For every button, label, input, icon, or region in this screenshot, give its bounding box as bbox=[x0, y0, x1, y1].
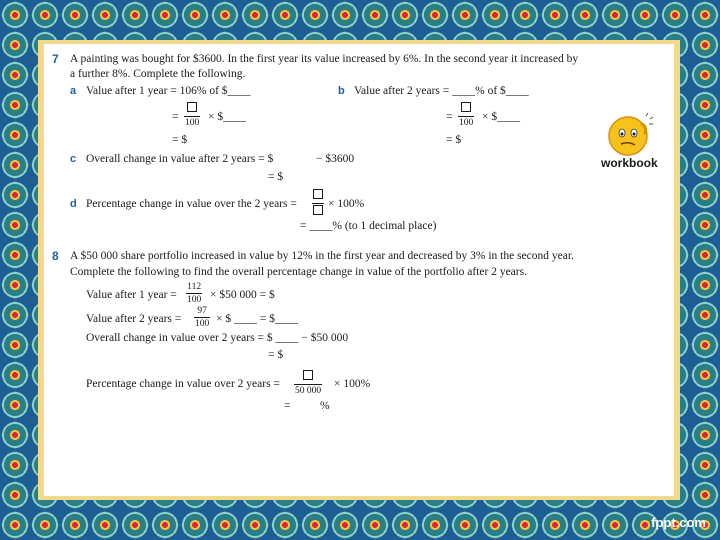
worksheet bbox=[44, 44, 674, 496]
part-d-times: × 100% bbox=[328, 198, 365, 210]
part-b-result: = $ bbox=[446, 134, 462, 146]
part-a-result: = $ bbox=[172, 134, 188, 146]
part-a-equals: = bbox=[172, 111, 179, 123]
part-a-fraction: 100 bbox=[184, 102, 200, 128]
question-8-text-line1: A $50 000 share portfolio increased in value by 12% in the first year and decreased by 3% in the second year. bbox=[70, 250, 574, 262]
answer-box[interactable] bbox=[313, 189, 323, 199]
q8-row4-unit: % bbox=[320, 400, 330, 412]
part-c-minus: − $3600 bbox=[316, 153, 355, 165]
question-7-number: 7 bbox=[52, 52, 59, 66]
question-7-text-line1: A painting was bought for $3600. In the first year its value increased by 6%. In the second year it increased by bbox=[70, 53, 579, 65]
part-d-label: d bbox=[70, 198, 77, 210]
q8-row1-rest: × $50 000 = $ bbox=[210, 289, 275, 301]
answer-box[interactable] bbox=[461, 102, 471, 112]
q8-row4-result: = bbox=[284, 400, 291, 412]
question-8-text-line2: Complete the following to find the overall percentage change in value of the portfolio after 2 years. bbox=[70, 266, 527, 278]
question-8-number: 8 bbox=[52, 249, 59, 263]
part-d-fraction bbox=[312, 189, 324, 218]
part-c-label: c bbox=[70, 153, 77, 165]
q8-row3-label: Overall change in value over 2 years = $ ____ − $50 000 bbox=[86, 332, 349, 344]
part-a-times: × $____ bbox=[208, 111, 247, 123]
q8-row2-rest: × $ ____ = $____ bbox=[216, 313, 298, 325]
part-b-times: × $____ bbox=[482, 111, 521, 123]
q8-row1-fraction: 112 100 bbox=[187, 282, 202, 305]
part-c-result: = $ bbox=[268, 171, 284, 183]
part-d-line1: Percentage change in value over the 2 years = bbox=[86, 198, 297, 210]
q8-row4-fraction: 50 000 bbox=[294, 370, 322, 396]
part-a-label: a bbox=[70, 85, 77, 97]
part-b-line1: Value after 2 years = ____% of $____ bbox=[354, 85, 529, 97]
part-b-fraction: 100 bbox=[458, 102, 474, 128]
q8-row3-result: = $ bbox=[268, 349, 284, 361]
part-a-line1: Value after 1 year = 106% of $____ bbox=[86, 85, 251, 97]
answer-box[interactable] bbox=[313, 205, 323, 215]
q8-row1-label: Value after 1 year = bbox=[86, 289, 177, 301]
q8-row2-fraction: 97 100 bbox=[195, 306, 210, 329]
workbook-label: workbook bbox=[601, 156, 658, 170]
part-b-label: b bbox=[338, 85, 345, 97]
part-b-equals: = bbox=[446, 111, 453, 123]
answer-box[interactable] bbox=[303, 370, 313, 380]
part-d-result: = ____% (to 1 decimal place) bbox=[300, 220, 437, 232]
thinking-face-icon bbox=[606, 110, 654, 158]
part-c-line1: Overall change in value after 2 years = $ bbox=[86, 153, 274, 165]
question-7-text-line2: a further 8%. Complete the following. bbox=[70, 68, 246, 80]
q8-row2-label: Value after 2 years = bbox=[86, 313, 182, 325]
q8-row4-rest: × 100% bbox=[334, 378, 371, 390]
answer-box[interactable] bbox=[187, 102, 197, 112]
q8-row4-label: Percentage change in value over 2 years = bbox=[86, 378, 280, 390]
brand-footer: fppt.com bbox=[651, 515, 706, 530]
